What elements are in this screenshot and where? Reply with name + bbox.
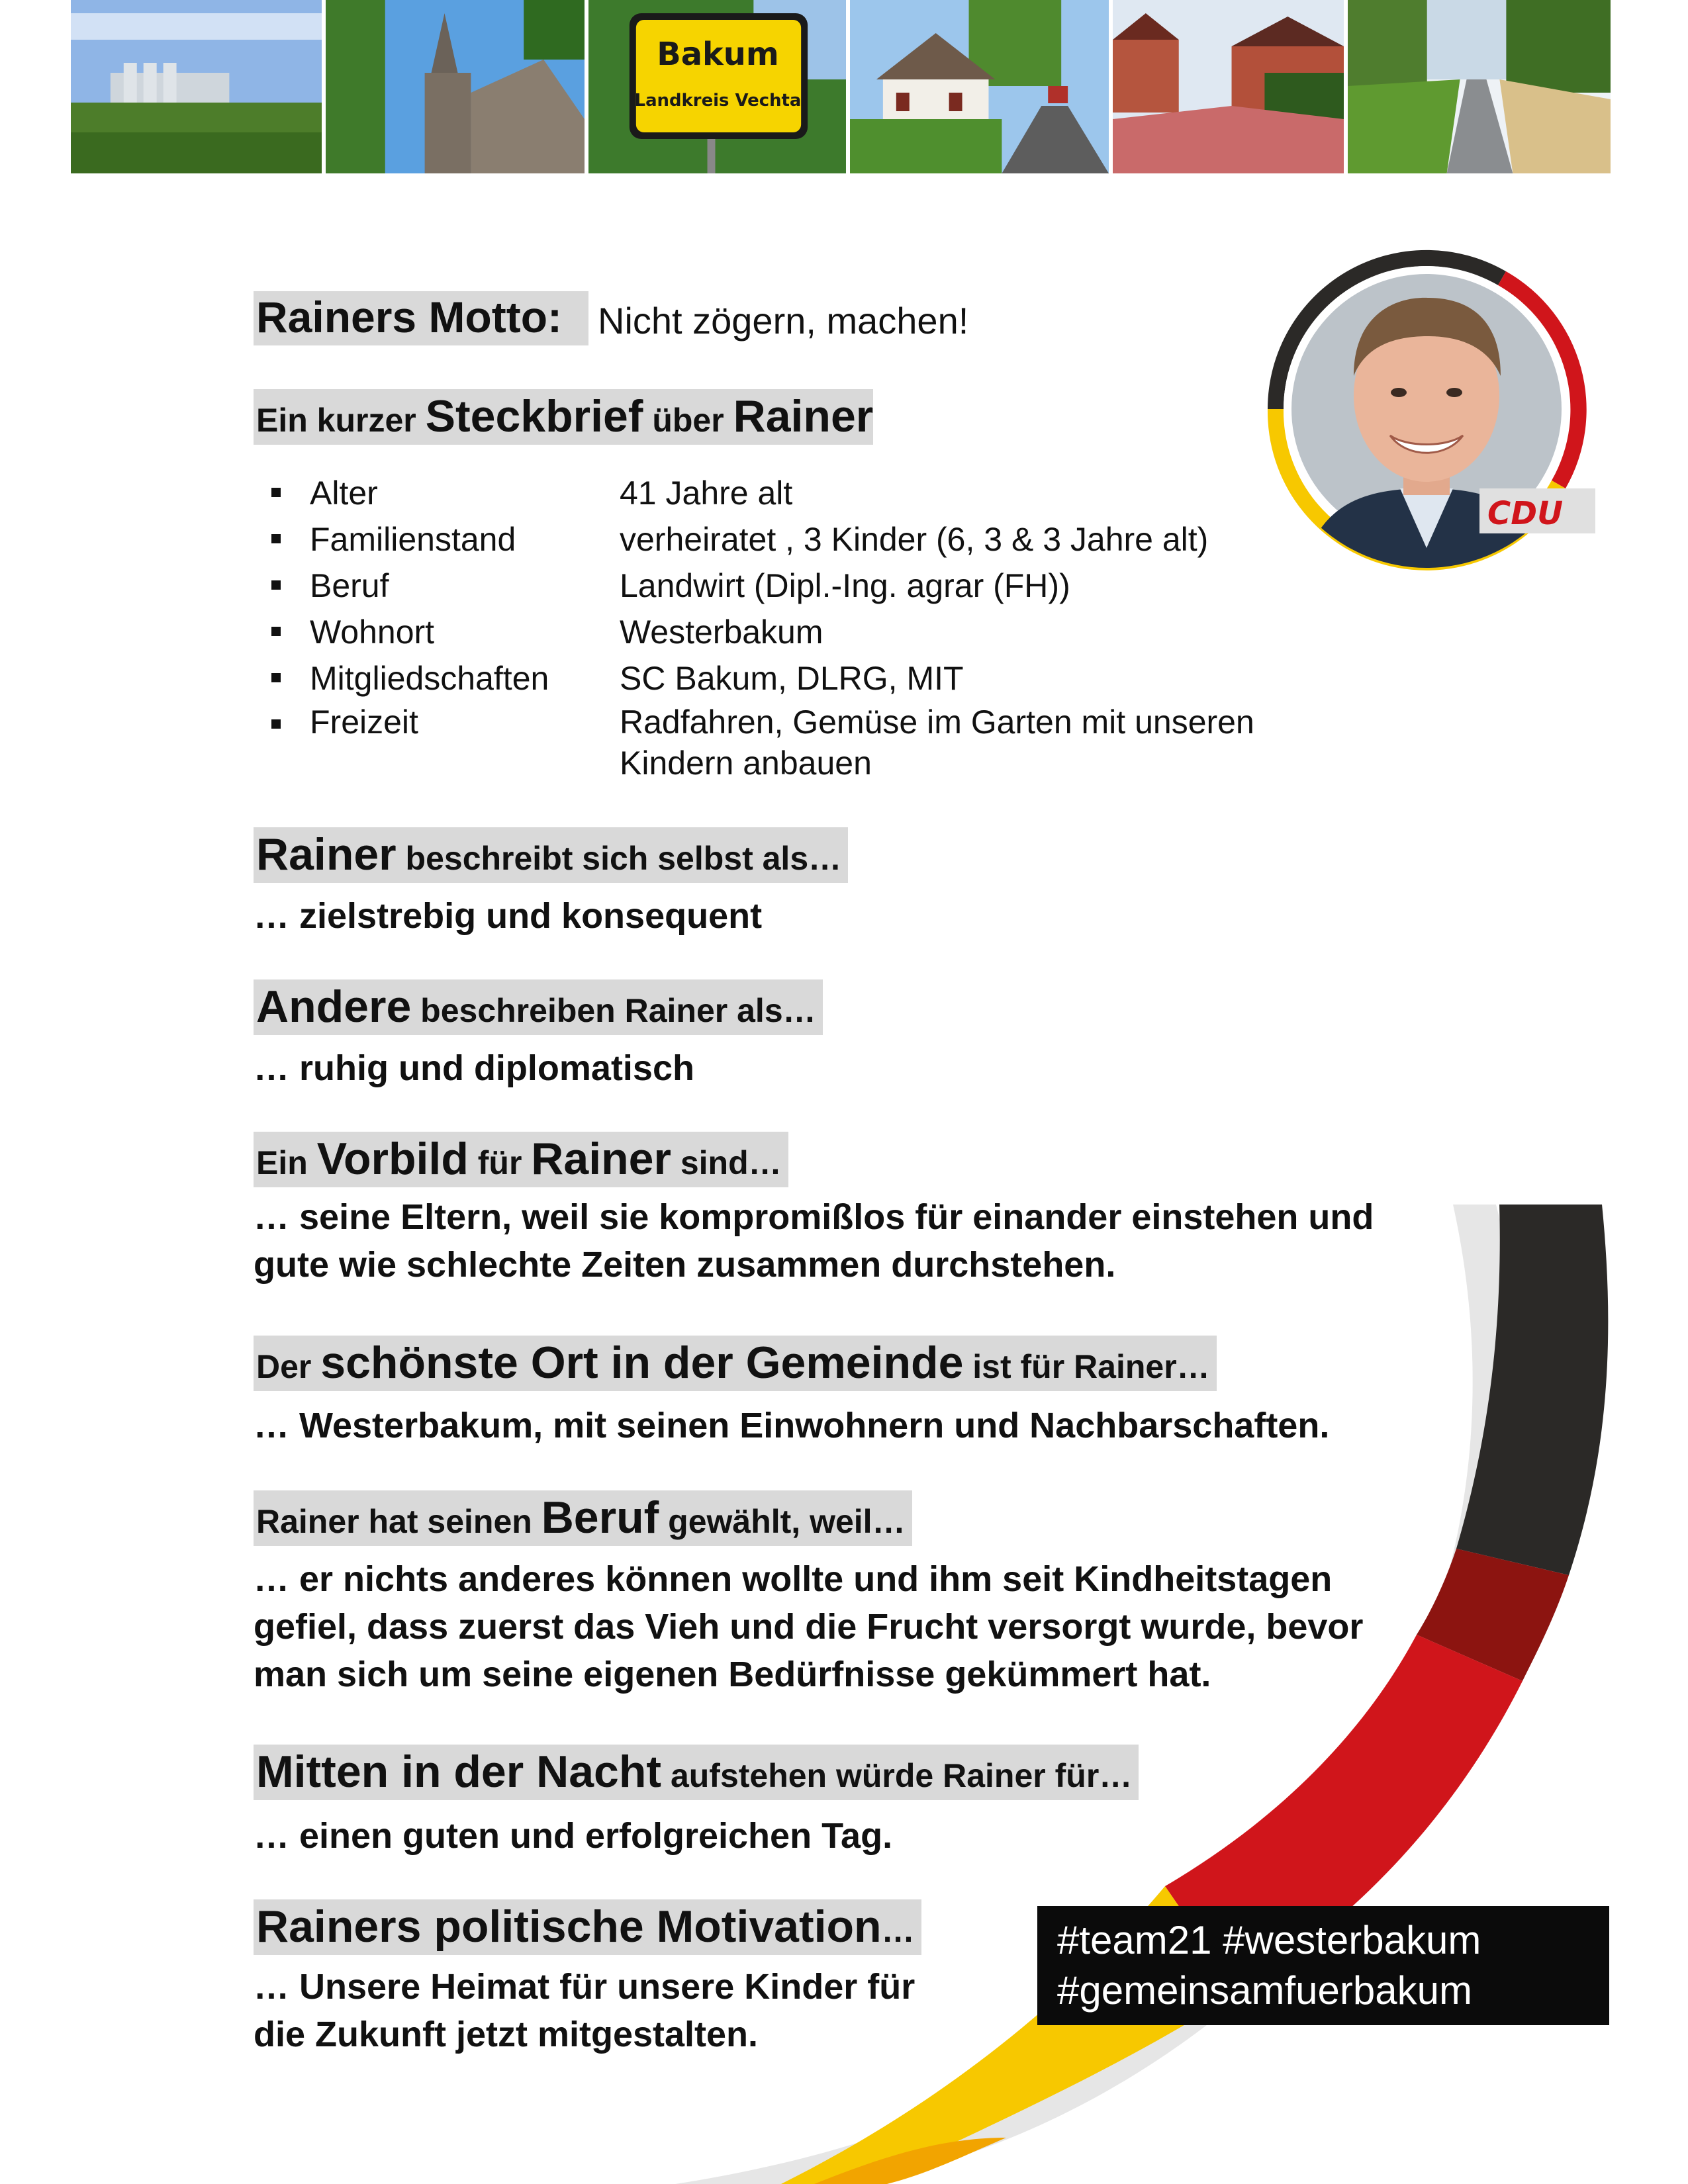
- profile-row-leisure: [271, 702, 1331, 789]
- title-part: Andere: [256, 981, 412, 1032]
- title-part: Rainer: [531, 1134, 671, 1184]
- profile-row-job: [271, 563, 1331, 609]
- profile-value-line: Kindern anbauen: [620, 745, 872, 782]
- profile-title-part: Steckbrief: [425, 391, 643, 441]
- profile-value: Landwirt (Dipl.-Ing. agrar (FH)): [620, 567, 1070, 604]
- photo-church: [326, 0, 585, 173]
- hashtag-box: [1037, 1906, 1609, 2025]
- profile-row-age: [271, 470, 1331, 516]
- profile-row-residence: [271, 609, 1331, 655]
- header-photo-strip: [71, 0, 1611, 173]
- title-part: beschreibt sich selbst als…: [396, 840, 842, 877]
- text-line: … er nichts anderes können wollte und ihm seit Kindheitstagen: [254, 1559, 1333, 1599]
- title-part: gewählt, weil…: [659, 1503, 906, 1540]
- profile-value-line: Radfahren, Gemüse im Garten mit unseren: [620, 704, 1254, 741]
- bullet-icon: [271, 627, 281, 636]
- title-part: Ein: [256, 1144, 317, 1181]
- section-others-text: … ruhig und diplomatisch: [254, 1048, 694, 1088]
- section-self-title: [254, 827, 848, 883]
- text-line: gute wie schlechte Zeiten zusammen durchstehen.: [254, 1245, 1116, 1285]
- section-motivation-text: [254, 1963, 915, 2058]
- hashtag-line: #gemeinsamfuerbakum: [1057, 1968, 1472, 2013]
- profile-value: 41 Jahre alt: [620, 475, 793, 512]
- title-part: aufstehen würde Rainer für…: [661, 1757, 1133, 1794]
- profile-title-part: Ein kurzer: [256, 402, 426, 439]
- profile-label: Freizeit: [310, 704, 418, 741]
- profile-label: Alter: [310, 475, 378, 512]
- profile-label: Mitgliedschaften: [310, 660, 549, 697]
- title-part: beschreiben Rainer als…: [411, 992, 816, 1029]
- title-part: Rainer: [256, 829, 397, 880]
- profile-label: Wohnort: [310, 614, 435, 651]
- section-night-title: [254, 1745, 1139, 1800]
- title-part: Rainers politische Motivation: [256, 1901, 882, 1952]
- photo-town-sign: [588, 0, 846, 173]
- title-part: Mitten in der Nacht: [256, 1747, 662, 1797]
- text-line: … seine Eltern, weil sie kompromißlos für einander einstehen und: [254, 1197, 1374, 1237]
- profile-title-part: über: [643, 402, 733, 439]
- profile-value: Westerbakum: [620, 614, 823, 651]
- section-job-title: [254, 1490, 912, 1546]
- motto-label: Rainers Motto:: [254, 291, 588, 345]
- text-line: die Zukunft jetzt mitgestalten.: [254, 2015, 759, 2054]
- photo-field-farm: [71, 0, 322, 173]
- section-others-title: [254, 979, 823, 1035]
- bullet-icon: [271, 673, 281, 682]
- motto-row: [254, 291, 969, 345]
- section-place-title: [254, 1336, 1217, 1391]
- profile-value: [620, 702, 1308, 784]
- motto-text: Nicht zögern, machen!: [598, 300, 969, 341]
- title-part: sind…: [671, 1144, 782, 1181]
- section-place-text: … Westerbakum, mit seinen Einwohnern und Nachbarschaften.: [254, 1406, 1330, 1445]
- text-line: man sich um seine eigenen Bedürfnisse gekümmert hat.: [254, 1655, 1211, 1694]
- bullet-icon: [271, 488, 281, 497]
- profile-value: SC Bakum, DLRG, MIT: [620, 660, 964, 697]
- section-rolemodel-text: [254, 1193, 1374, 1289]
- cdu-logo: CDU: [1487, 495, 1564, 532]
- title-part: für: [468, 1144, 532, 1181]
- bullet-icon: [271, 719, 281, 729]
- section-motivation-title: [254, 1899, 921, 1955]
- profile-title: [254, 389, 873, 445]
- sign-district: Landkreis Vechta: [634, 90, 802, 111]
- title-part: Vorbild: [316, 1134, 469, 1184]
- title-part: Beruf: [541, 1492, 659, 1543]
- profile-label: Familienstand: [310, 521, 516, 558]
- profile-label: Beruf: [310, 567, 389, 604]
- sign-name: Bakum: [657, 36, 779, 73]
- title-part: schönste Ort in der Gemeinde: [320, 1338, 964, 1388]
- section-job-text: [254, 1555, 1363, 1698]
- section-self-text: … zielstrebig und konsequent: [254, 896, 763, 936]
- title-part: Der: [256, 1348, 321, 1385]
- section-rolemodel-title: [254, 1132, 788, 1187]
- section-night-text: … einen guten und erfolgreichen Tag.: [254, 1816, 893, 1856]
- text-line: … Unsere Heimat für unsere Kinder für: [254, 1967, 915, 2007]
- bullet-icon: [271, 580, 281, 590]
- profile-row-memberships: [271, 655, 1331, 702]
- title-part: …: [881, 1912, 915, 1949]
- photo-country-road: [1348, 0, 1611, 173]
- photo-brick-street: [1113, 0, 1344, 173]
- bullet-icon: [271, 534, 281, 543]
- profile-value: verheiratet , 3 Kinder (6, 3 & 3 Jahre alt): [620, 521, 1209, 558]
- text-line: gefiel, dass zuerst das Vieh und die Frucht versorgt wurde, bevor: [254, 1607, 1364, 1647]
- photo-farmhouse-road: [850, 0, 1109, 173]
- title-part: ist für Rainer…: [963, 1348, 1210, 1385]
- profile-row-family: [271, 516, 1331, 563]
- profile-title-part: Rainer: [733, 391, 874, 441]
- title-part: Rainer hat seinen: [256, 1503, 541, 1540]
- profile-list: [271, 470, 1331, 789]
- hashtag-line: #team21 #westerbakum: [1057, 1918, 1481, 1962]
